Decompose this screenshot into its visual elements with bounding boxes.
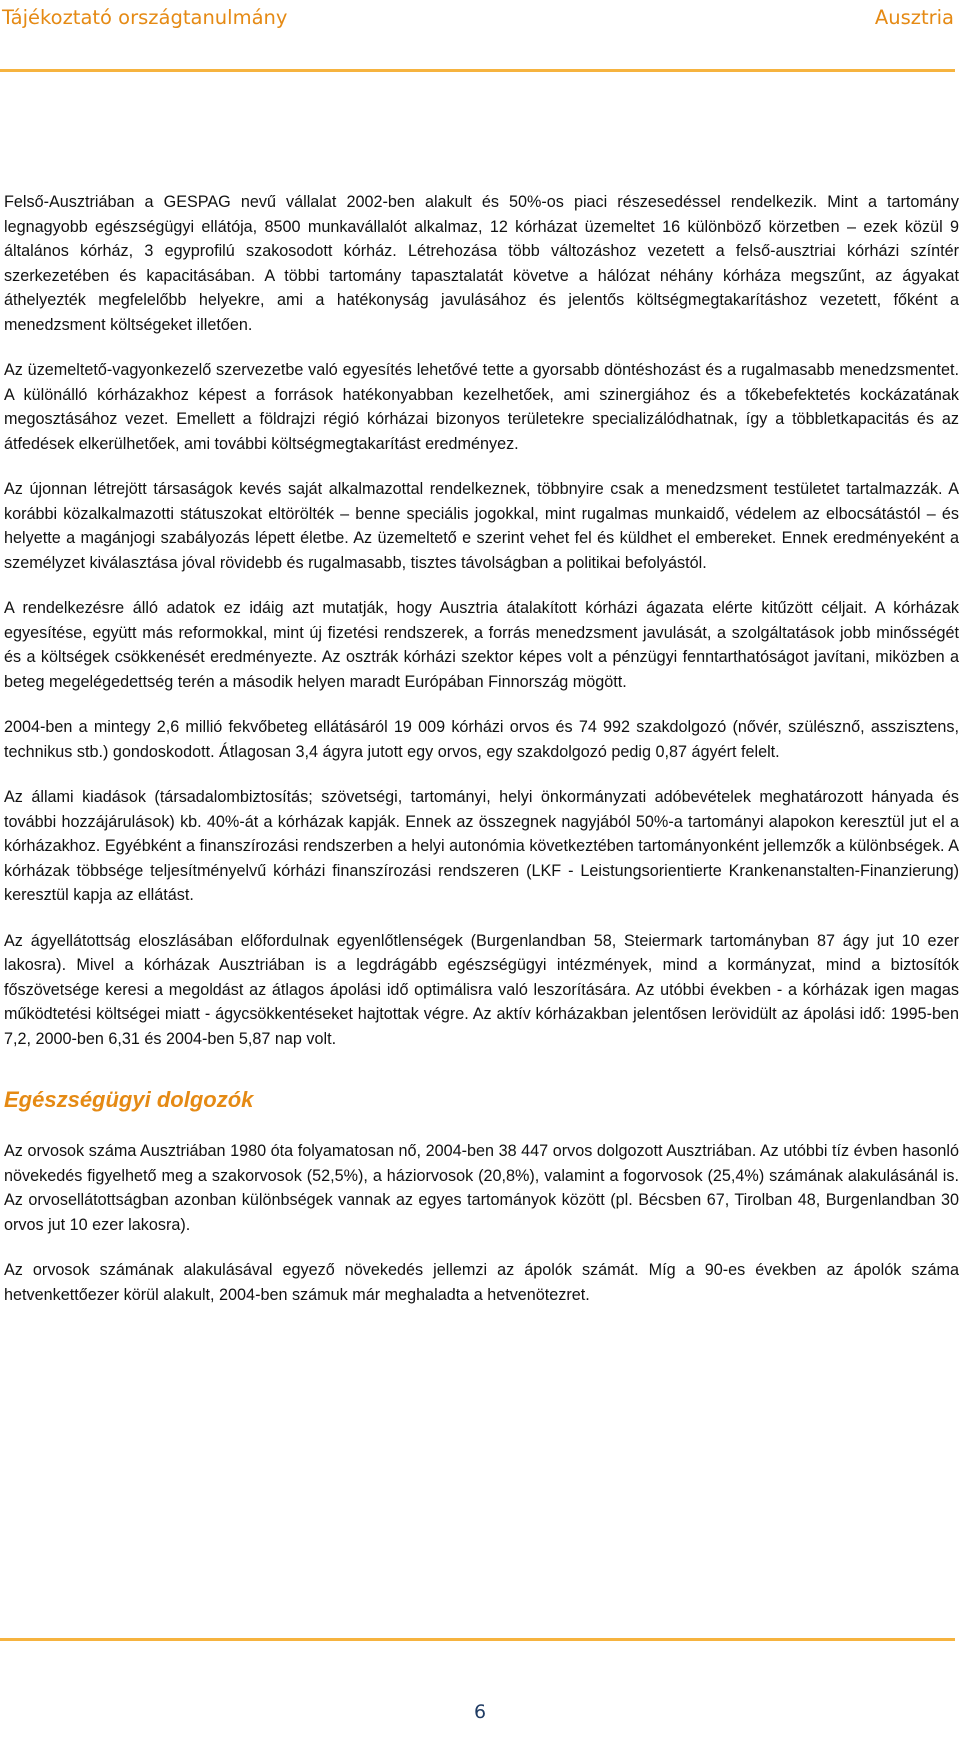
body-paragraph: Az újonnan létrejött társaságok kevés saját alkalmazottal rendelkeznek, többnyire csak a menedzsment testületet tartalmazzák. A korábbi közalkalmazotti státuszokat eltörölték – benne speciális jogokkal, mint rugalmas munkaidő, védelem az elbocsátástól – és helyette a magánjogi szabályozás lépett életbe. Az üzemeltető e szerint vehet fel és küldhet el embereket. Ennek eredményeként a személyzet kiválasztása jóval rövidebb és rugalmasabb, tisztes távolságban a politikai befolyástól.: [4, 480, 959, 572]
body-paragraph: Felső-Ausztriában a GESPAG nevű vállalat 2002-ben alakult és 50%-os piaci részesedéssel rendelkezik. Mint a tartomány legnagyobb egészségügyi ellátója, 8500 munkavállalót alkalmaz, 12 kórházat üzemeltet 16 különböző körzetben – ezek közül 9 általános kórház, 3 egyprofilú szakosodott kórház. Létrehozása több változáshoz vezetett a felső-ausztriai kórházi színtér szerkezetében és kapacitásában. A többi tartomány tapasztalatát követve a hálózat néhány kórháza megszűnt, az ágyakat áthelyezték megfelelőbb helyekre, ami a hatékonyság javulásához és jelentős költségmegtakarításhoz vezetett, főként a menedzsment költségeket illetően.: [4, 193, 959, 334]
page-header: [0, 0, 960, 40]
body-paragraph: Az állami kiadások (társadalombiztosítás; szövetségi, tartományi, helyi önkormányzati adóbevételek meghatározott hányada és további hozzájárulások) kb. 40%-át a kórházak kapják. Ennek az összegnek nagyjából 50%-a tartományi alapokon keresztül jut el a kórházakhoz. Egyébként a finanszírozási rendszerben a helyi autonómia következtében tartományonként jellemzők a különbségek. A kórházak többsége teljesítményelvű kórházi finanszírozási rendszeren (LKF - Leistungsorientierte Krankenanstalten-Finanzierung) keresztül kapja az ellátást.: [4, 788, 959, 904]
page-number: 6: [473, 1701, 487, 1723]
header-rule: [0, 69, 955, 72]
document-body: [4, 190, 959, 1328]
body-paragraph: Az ágyellátottság eloszlásában előfordulnak egyenlőtlenségek (Burgenlandban 58, Steiermark tartományban 87 ágy jut 10 ezer lakosra). Mivel a kórházak Ausztriában is a legdrágább egészségügyi intézmények, mind a kormányzat, mind a biztosítók főszövetsége keresi a megoldást az átlagos ápolási idő optimálisra való leszorítására. Az utóbbi években - a kórházak igen magas működtetési költségei miatt - ágycsökkentéseket hajtottak végre. Az aktív kórházakban jelentősen lerövidült az ápolási idő: 1995-ben 7,2, 2000-ben 6,31 és 2004-ben 5,87 nap volt.: [4, 931, 959, 1048]
document-title: Tájékoztató országtanulmány: [2, 6, 288, 29]
country-title: Ausztria: [874, 6, 954, 29]
section-heading: Egészségügyi dolgozók: [4, 1087, 254, 1112]
body-paragraph: A rendelkezésre álló adatok ez idáig azt mutatják, hogy Ausztria átalakított kórházi ágazata elérte kitűzött céljait. A kórházak egyesítése, együtt más reformokkal, mint új fizetési rendszerek, a forrás menedzsment javulását, a szolgáltatások jobb minősségét és a költségek csökkenését eredményezte. Az osztrák kórházi szektor képes volt a pénzügyi fenntarthatóságot javítani, miközben a beteg megelégedettség terén a második helyen maradt Európában Finnország mögött.: [4, 599, 959, 691]
footer-rule: [0, 1638, 955, 1641]
body-paragraph: 2004-ben a mintegy 2,6 millió fekvőbeteg ellátásáról 19 009 kórházi orvos és 74 992 szakdolgozó (nővér, szülésznő, asszisztens, technikus stb.) gondoskodott. Átlagosan 3,4 ágyra jutott egy orvos, egy szakdolgozó pedig 0,87 ágyért felelt.: [4, 718, 959, 761]
body-paragraph: Az orvosok száma Ausztriában 1980 óta folyamatosan nő, 2004-ben 38 447 orvos dolgozott Ausztriában. Az utóbbi tíz évben hasonló növekedés figyelhető meg a szakorvosok (52,5%), a háziorvosok (20,8%), valamint a fogorvosok (25,4%) számának alakulásánál is. Az orvosellátottságban azonban különbségek vannak az egyes tartományok között (pl. Bécsben 67, Tirolban 48, Burgenlandban 30 orvos jut 10 ezer lakosra).: [4, 1142, 959, 1234]
body-paragraph: Az orvosok számának alakulásával egyező növekedés jellemzi az ápolók számát. Míg a 90-es években az ápolók száma hetvenkettőezer körül alakult, 2004-ben számuk már meghaladta a hetvenötezret.: [4, 1261, 959, 1304]
body-paragraph: Az üzemeltető-vagyonkezelő szervezetbe való egyesítés lehetővé tette a gyorsabb döntéshozást és a rugalmasabb menedzsmentet. A különálló kórházakhoz képest a források hatékonyabban kezelhetőek, ami szinergiához és a tőkebefektetés kockázatának megosztásához vezet. Emellett a földrajzi régió kórházai bizonyos területekre specializálódhatnak, így a többletkapacitás és az átfedések elkerülhetőek, ami további költségmegtakarítást eredményez.: [4, 361, 959, 453]
